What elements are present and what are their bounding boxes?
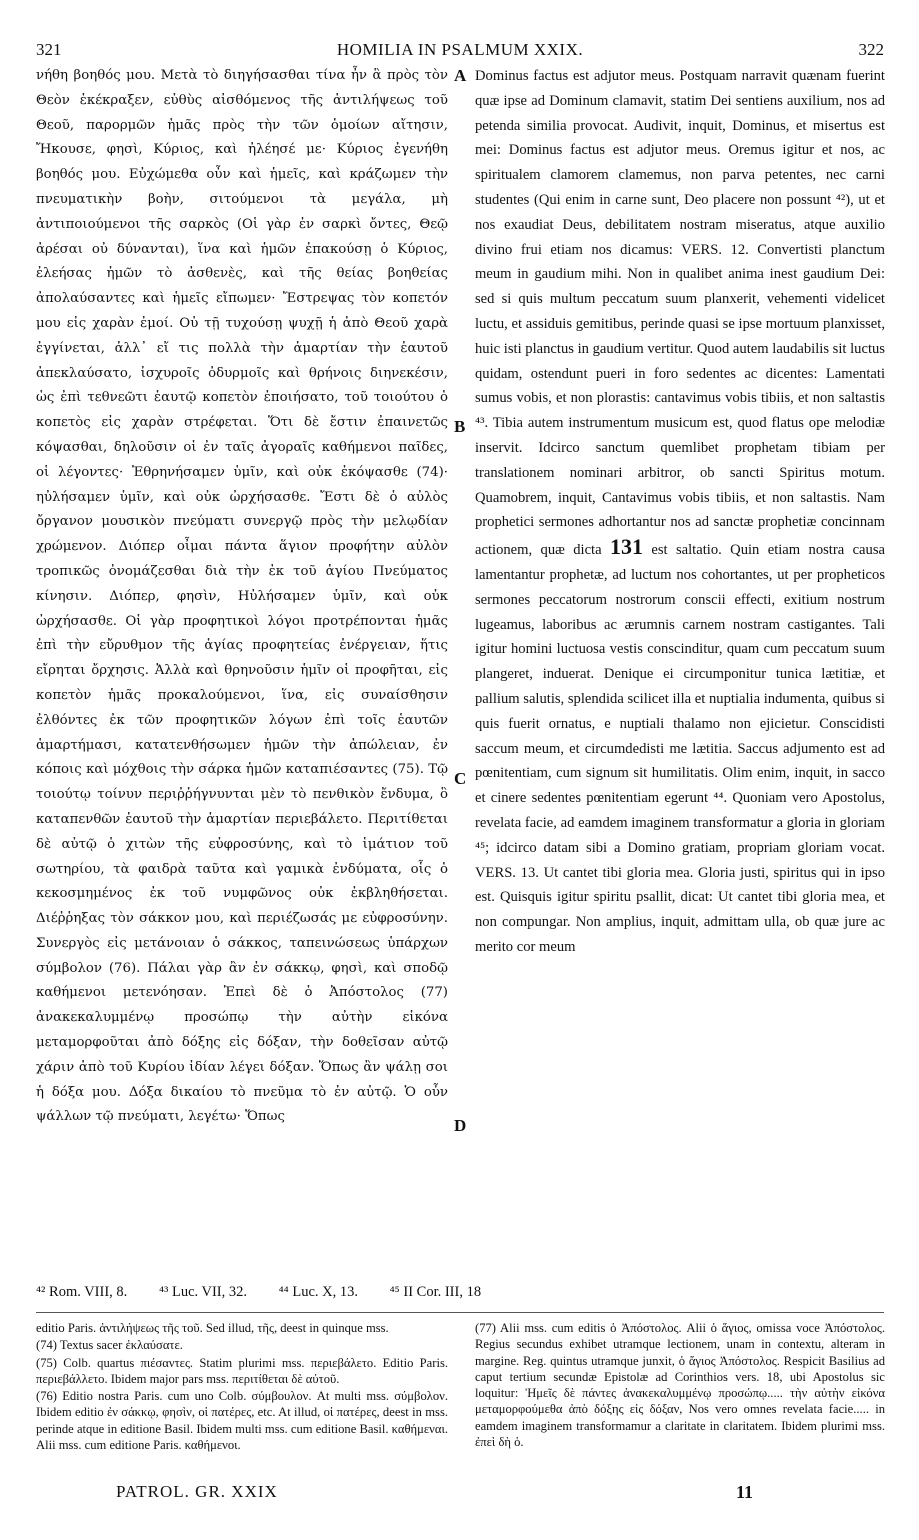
scripture-ref: ⁴⁵ II Cor. III, 18 (389, 1284, 482, 1300)
page-number-right: 322 (858, 40, 884, 59)
footnote: (77) Alii mss. cum editis ὁ Ἀπόστολος. Alii ὁ ἅγιος, omissa voce Ἀπόστολος. Regius secundus exhibet utramque lectionem, unam in contextu, alteram in margine. Reg. quintus utramque junxit, ὁ ἅγιος Ἀπόστολος. Respicit Basilius ad caput tertium secundæ Epistolæ ad Corinthios vers. 18, ubi Apostolus sic loquitur: Ἡμεῖς δὲ πάντες ἀνακεκαλυμμένῳ προσώπῳ..... τὴν αὐτὴν εἰκόνα μεταμορφούμεθα ἀπὸ δόξης εἰς δόξαν, Nos vero omnes revelata facie..... in eamdem imaginem transformamur a claritate in claritatem. Ibidem plurimi mss. ἐπεὶ δὴ ὁ. (475, 1321, 885, 1450)
greek-column (36, 64, 448, 1272)
footnote: editio Paris. ἀντιλήψεως τῆς τοῦ. Sed illud, τῆς, deest in quinque mss. (36, 1321, 389, 1335)
separator-rule (36, 1312, 884, 1313)
latin-text-part-1: Dominus factus est adjutor meus. Postquam narravit quænam fuerint quæ ipse ad Dominum clamavit, statim Dei sentiens auxilium, nos ad petenda similia provocat. Audivit, inquit, Dominus, et misertus est mei: Dominus factus est adjutor meus. Oremus igitur et nos, ac spiritualem clamorem clamemus, non parva petentes, nec carni studentes (Qui enim in carne sunt, Deo placere non possunt ⁴²), ut et nos exaudiat Deus, debilitatem nostram miseratus, atque auxilio divino frui etiam nos dicamus: VERS. 12. Convertisti planctum meum in gaudium mihi. Non in qualibet anima inest gaudium Dei: sed si quis multum peccatum suum planxerit, vehementi videlicet luctu, et assiduis gemitibus, perinde quasi se ipse mortuum planxisset, huic isti planctus in gaudium vertitur. Quod autem laudabilis sit luctus quidam, ostendunt pueri in foro sedentes ac dicentes: Lamentati sumus vobis, et non plorastis: cantavimus vobis tibiis, et non saltastis ⁴³. Tibia autem instrumentum musicum est, quod flatus ope melodiæ inservit. Idcirco sanctum quemlibet prophetam tibiam per translationem nominari arbitror, ob sancti Spiritus motum. Quamobrem, inquit, Cantavimus vobis tibiis, et non saltastis. Nam prophetici sermones adhortantur nos ad sanctæ prophetiæ concinnam actionem, quæ dicta (475, 68, 885, 559)
scripture-ref: ⁴² Rom. VIII, 8. (36, 1284, 128, 1300)
margin-marker-a: A (454, 66, 467, 85)
page-footer (36, 1482, 884, 1512)
scripture-references (36, 1284, 884, 1301)
latin-paragraph (475, 64, 885, 960)
footnotes-left (36, 1320, 448, 1480)
column-marker-131: 131 (609, 534, 643, 560)
page-number-left: 321 (36, 40, 62, 59)
latin-column (475, 64, 885, 1272)
margin-marker-d: D (454, 1116, 467, 1135)
margin-marker-b: B (454, 417, 466, 436)
scripture-ref: ⁴⁴ Luc. X, 13. (278, 1284, 358, 1300)
greek-paragraph: νήθη βοηθός μου. Μετὰ τὸ διηγήσασθαι τίνα ἦν ἃ πρὸς τὸν Θεὸν ἐκέκραξεν, εὐθὺς αἰσθόμενος τῆς ἀντιλήψεως τοῦ Θεοῦ, παρορμῶν ἡμᾶς πρὸς τὴν τῶν ὁμοίων αἴτησιν, Ἤκουσε, φησὶ, Κύριος, καὶ ἠλέησέ με· Κύριος ἐγενήθη βοηθός μου. Εὐχώμεθα οὖν καὶ ἡμεῖς, καὶ κράζωμεν τὴν πνευματικὴν βοὴν, σιτούμενοι τὰ μεγάλα, μὴ ἀντιποιούμενοι τῆς σαρκὸς (Οἱ γὰρ ἐν σαρκὶ ὄντες, Θεῷ ἀρέσαι οὐ δύνανται), ἵνα καὶ ἡμῶν ἐπακούσῃ ὁ Κύριος, ἐλεήσας ἡμῶν τὸ ἀσθενὲς, καὶ τῆς θείας βοηθείας ἀπολαύσαντες καὶ ἡμεῖς εἴπωμεν· Ἔστρεψας τὸν κοπετόν μου εἰς χαρὰν ἐμοί. Οὐ τῇ τυχούσῃ ψυχῇ ἡ ἀπὸ Θεοῦ χαρὰ ἐγγίνεται, ἀλλ᾽ εἴ τις πολλὰ τὴν ἁμαρτίαν τὴν ἑαυτοῦ ἀπεκλαύσατο, ἰσχυροῖς ὀδυρμοῖς καὶ θρήνοις διηνεκέσιν, ὡς ἐπὶ τεθνεῶτι ἑαυτῷ κοπετὸν ἐποιήσατο, τοῦ τοιούτου ὁ κοπετὸς εἰς χαρὰν στρέφεται. Ὅτι δὲ ἔστιν ἐπαινετῶς κόψασθαι, δηλοῦσιν οἱ ἐν ταῖς ἀγοραῖς καθήμενοι παῖδες, οἱ λέγοντες· Ἐθρηνήσαμεν ὑμῖν, καὶ οὐκ ἐκόψασθε (74)· ηὐλήσαμεν ὑμῖν, καὶ οὐκ ὠρχήσασθε. Ἔστι δὲ ὁ αὐλὸς ὄργανον μουσικὸν πνεύματι συνεργῷ πρὸς τὴν μελῳδίαν χρώμενον. Διόπερ οἶμαι πάντα ἅγιον προφήτην αὐλὸν τροπικῶς ὀνομάζεσθαι διὰ τὴν ἐκ τοῦ ἁγίου Πνεύματος κίνησιν. Διόπερ, φησὶν, Ηὐλήσαμεν ὑμῖν, καὶ οὐκ ὠρχήσασθε. Οἱ γὰρ προφητικοὶ λόγοι προτρέπονται ἡμᾶς ἐπὶ τὴν εὔρυθμον τῆς ἁγίας προφητείας ἐνέργειαν, ἥτις εἴρηται ὄρχησις. Ἀλλὰ καὶ θρηνοῦσιν ἡμῖν οἱ προφῆται, εἰς κοπετὸν ἡμᾶς προκαλούμενοι, ἵνα, εἰς συναίσθησιν ἐλθόντες ἐκ τῶν προφητικῶν λόγων ἐπὶ τοῖς ἑαυτῶν ἁμαρτήμασι, κατατενθήσωμεν ἡμῶν τὴν ἀπώλειαν, ἐν κόποις καὶ μόχθοις τὴν σάρκα ἡμῶν καταπιέσαντες (75). Τῷ τοιούτῳ τοίνυν περιῤῥήγνυνται μὲν τὸ πενθικὸν ἔνδυμα, ὃ καταπενθῶν ἑαυτοῦ τὴν ἁμαρτίαν περιεβάλετο. Περιτίθεται δὲ αὐτῷ ὁ χιτὼν τῆς εὐφροσύνης, καὶ τὸ ἱμάτιον τοῦ σωτηρίου, τὰ φαιδρὰ ταῦτα καὶ γαμικὰ ἐνδύματα, οἷς ὁ κεκοσμημένος ἐκ τοῦ νυμφῶνος οὐκ ἐκβληθήσεται. Διέῤῥηξας τὸν σάκκον μου, καὶ περιέζωσάς με εὐφροσύνην. Συνεργὸς εἰς μετάνοιαν ὁ σάκκος, ταπεινώσεως ὑπάρχων σύμβολον (76). Πάλαι γὰρ ἂν ἐν σάκκῳ, φησὶ, καὶ σποδῷ καθήμενοι μετενόησαν. Ἐπεὶ δὲ ὁ Ἀπόστολος (77) ἀνακεκαλυμμένῳ προσώπῳ τὴν αὐτὴν εἰκόνα μεταμορφοῦται ἀπὸ δόξης εἰς δόξαν, τὴν δοθεῖσαν αὐτῷ χάριν ἀπὸ τοῦ Κυρίου ἰδίαν λέγει δόξαν. Ὅπως ἂν ψάλῃ σοι ἡ δόξα μου. Δόξα δικαίου τὸ πνεῦμα τὸ ἐν αὐτῷ. Ὁ οὖν ψάλλων τῷ πνεύματι, λεγέτω· Ὅπως (36, 68, 448, 1125)
running-title: HOMILIA IN PSALMUM XXIX. (336, 40, 584, 59)
footnote: (75) Colb. quartus πιέσαντες. Statim plurimi mss. περιεβάλετο. Editio Paris. περιεβάλλετο. Ibidem major pars mss. περιτίθεται δὲ αὐτοῦ. (36, 1355, 448, 1386)
footnote: (76) Editio nostra Paris. cum uno Colb. σύμβουλον. At multi mss. σύμβολον. Ibidem editio ἐν σάκκῳ, φησὶν, οἱ πατέρες, etc. At illud, οἱ πατέρες, deest in mss. perinde atque in editione Basil. Ibidem multi mss. cum editione Basil. καθήμεναι. Alii mss. cum editione Paris. καθήμενοι. (36, 1389, 448, 1453)
gathering-number: 11 (736, 1482, 754, 1502)
margin-marker-c: C (454, 769, 467, 788)
footnotes-right (475, 1320, 885, 1480)
latin-text-part-2: est saltatio. Quin etiam nostra causa lamentantur prophetæ, ad luctum nos cohortantes, ut per propheticos sermones peccatorum nostrorum conscii effecti, exitium nostrum lugeamus, laboribus ac ærumnis carnem nostram castigantes. Tali igitur homini luctuosa vestis conscinditur, quam cum peccatum suum plangeret, induerat. Denique ei circumponitur tunica lætitiæ, et pallium salutis, splendida scilicet illa et nuptialia indumenta, quibus si quis fuerit ornatus, e nuptiali thalamo non ejicietur. Conscidisti saccum meum, et circumdedisti me lætitia. Saccus adjumento est ad pœnitentiam, cum signum sit humilitatis. Olim enim, inquit, in sacco et cinere sedentes pœnitentiam egerunt ⁴⁴. Quoniam vero Apostolus, revelata facie, ad eamdem imaginem transformatur a gloria in gloriam ⁴⁵; idcirco datam sibi a Domino gratiam, propriam gloriam vocat. VERS. 13. Ut cantet tibi gloria mea. Gloria justi, spiritus qui in ipso est. Quisquis igitur spiritu psallit, dicat: Ut cantet tibi gloria mea, et non compungar. Non amplius, inquit, admittam ulla, ob quæ jure ac merito cor meum (475, 542, 885, 955)
footnote: (74) Textus sacer ἐκλαύσατε. (36, 1338, 183, 1353)
scripture-ref: ⁴³ Luc. VII, 32. (158, 1284, 247, 1300)
running-header (36, 40, 884, 62)
series-signature: PATROL. GR. XXIX (116, 1482, 278, 1501)
